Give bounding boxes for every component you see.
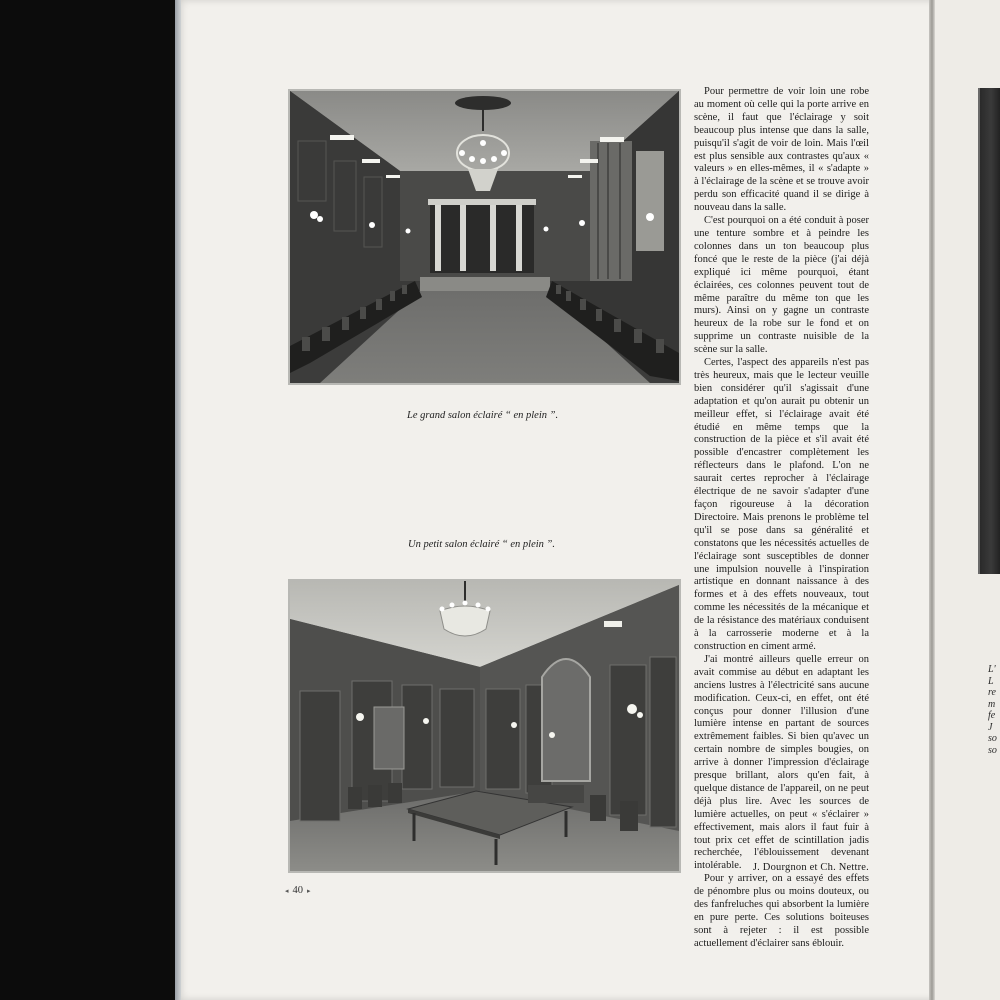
page-edge — [175, 0, 181, 1000]
right-snippet: so — [988, 733, 997, 744]
article-paragraph: J'ai montré ailleurs quelle erreur on avait commise au début en adaptant les anciens lustres à l'électricité sans aucune modification. Ceux-ci, en effet, ont été conçus pour donner l'illusion d'une lumière intense en partant de sources extrêmement faibles. Si bien qu'avec un certain nombre de simples bougies, on arrive à donner l'impression d'éclairage presque brillant, alors qu'en fait, à quelque distance de l'appareil, on ne peut déjà plus lire. Avec les sources de lumière actuelles, on peut « s'éclairer » effectivement, mais alors il faut fuir à tout prix cet effet de scintillation jadis recherchée, l'éblouissement devenant intolérable. — [694, 653, 869, 872]
photo-grand-salon — [288, 89, 681, 385]
right-snippet: J — [988, 721, 993, 733]
caption-grand-salon: Le grand salon éclairé “ en plein ”. — [407, 410, 559, 421]
right-snippet: fe — [988, 710, 996, 721]
folio-right-mark: ▸ — [307, 886, 311, 895]
article-paragraph: Pour permettre de voir loin une robe au moment où celle qui la porte arrive en scène, il faut que l'éclairage y soit beaucoup plus intense que dans la salle, puisqu'il s'agit de voir de loin. Mais l'œil est plus sensible aux contrastes qu'aux « valeurs » en elles-mêmes, il « s'adapte » à l'éclairage de la scène et se trouve avoir perdu son efficacité quand il se dirige à nouveau dans la salle. — [694, 86, 869, 214]
right-page-photo — [978, 88, 1000, 574]
article-paragraph: Pour y arriver, on a essayé des effets de pénombre plus ou moins douteux, ou des fanfreluches qui absorbent la lumière en pure perte. Ces solutions boiteuses sont à rejeter : il est possible actuellement d'éclairer sans éblouir. — [694, 873, 869, 949]
folio-number: 40 — [292, 885, 304, 896]
article-text-column — [694, 86, 869, 951]
article-paragraph: Certes, l'aspect des appareils n'est pas très heureux, mais que le lecteur veuille bien considérer qu'il s'agissait d'une adaptation et qu'on aurait pu obtenir un meilleur effet, si l'éclairage avait été étudié en même temps que la construction de la pièce et s'il avait été possible d'encastrer complètement les réflecteurs dans le plafond. L'on ne saurait certes reprocher à l'éclairage électrique de ne savoir s'adapter d'une façon rigoureuse à la décoration Directoire. Mais prenons le problème tel qu'il se pose dans sa généralité et constatons que les nécessités actuelles de l'éclairage sont susceptibles de donner une impulsion nouvelle à l'inspiration artistique en donnant naissance à des formes et à des effets nouveaux, tout comme les nécessités de la mécanique et de la résistance des matériaux conduisent à la carrosserie moderne et à la construction en ciment armé. — [694, 357, 869, 652]
right-snippet: so — [988, 744, 997, 756]
right-snippet: m — [988, 698, 996, 710]
author-signature: J. Dourgnon et Ch. Nettre. — [752, 862, 869, 873]
photo-petit-salon — [288, 579, 681, 873]
caption-petit-salon: Un petit salon éclairé “ en plein ”. — [408, 539, 555, 550]
article-paragraph: C'est pourquoi on a été conduit à poser une tenture sombre et à peindre les colonnes dans un ton beaucoup plus foncé que le reste de la pièce (j'ai déjà expliqué ici même pourquoi, étant éclairées, ces colonnes peuvent tout de même paraître du même ton que les murs). Ainsi on y gagne un contraste heureux de la robe sur le fond et on supprime un contraste nuisible de la scène sur la salle. — [694, 215, 869, 356]
right-snippet: L' — [988, 664, 996, 675]
folio-left-mark: ◂ — [285, 886, 289, 895]
right-snippet: re — [988, 687, 996, 698]
right-snippet: L — [988, 675, 994, 687]
page-number — [285, 885, 311, 896]
right-page-caption-fragment — [988, 664, 1000, 756]
